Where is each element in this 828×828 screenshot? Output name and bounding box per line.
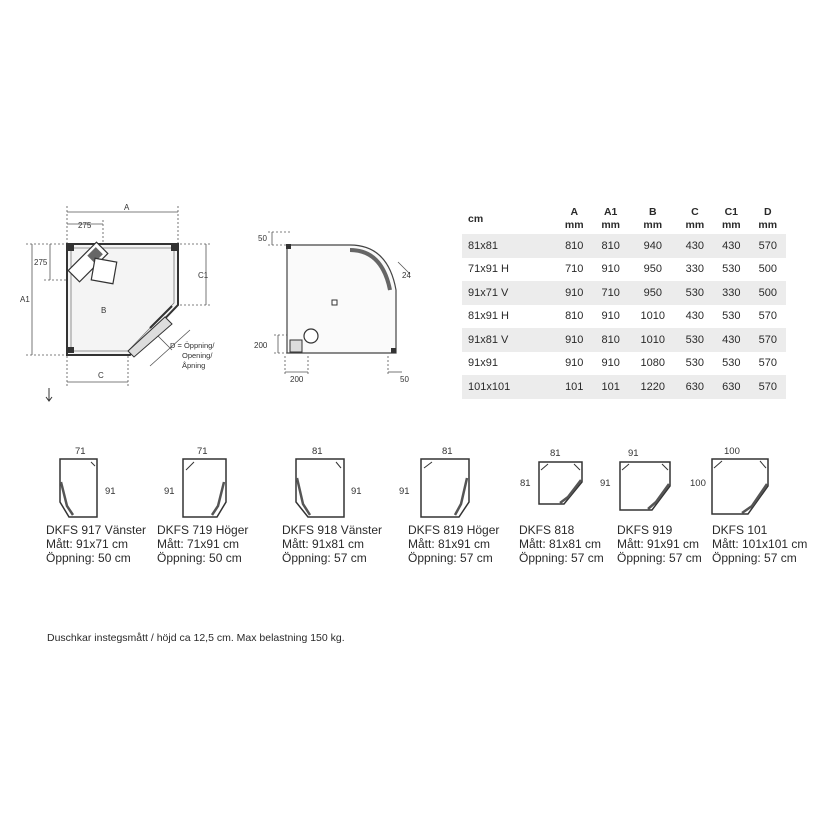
table-header-cell: B mm <box>643 206 663 231</box>
model-caption-719 <box>157 523 248 565</box>
installation-diagram <box>250 0 430 400</box>
model-side-dim: 91 <box>351 486 362 497</box>
table-header-cell: C1 mm <box>721 206 741 231</box>
model-top-dim: 81 <box>550 448 561 459</box>
table-header-cell: C mm <box>685 206 705 231</box>
model-caption-919 <box>617 523 702 565</box>
table-cell: 330 <box>713 281 749 305</box>
table-header-cell: A1 mm <box>601 206 621 231</box>
model-opening: Öppning: 57 cm <box>408 551 493 565</box>
table-cell: 91x91 <box>468 357 498 370</box>
table-cell: 500 <box>758 263 777 276</box>
table-cell: 630 <box>713 375 749 399</box>
dim-label-b: B <box>101 306 107 315</box>
model-opening: Öppning: 50 cm <box>157 551 242 565</box>
table-row <box>462 375 786 399</box>
table-cell: 530 <box>685 357 705 370</box>
model-top-dim: 71 <box>197 446 208 457</box>
dim-label-c1: C1 <box>198 271 209 280</box>
table-row <box>462 305 786 329</box>
table-row <box>462 328 786 352</box>
table-cell: 1010 <box>640 310 666 323</box>
dim-label-d-line1: D = Öppning/ <box>170 341 215 350</box>
table-cell: 950 <box>629 281 677 305</box>
model-name: DKFS 719 Höger <box>157 523 249 537</box>
model-thumbnail-819 <box>397 442 487 522</box>
table-cell: 710 <box>592 281 628 305</box>
dim-label-a1: A1 <box>20 295 30 304</box>
table-header-cell: A mm <box>564 206 584 231</box>
model-side-dim: 81 <box>520 478 531 489</box>
table-cell: 570 <box>750 234 786 258</box>
table-cell: 710 <box>565 263 584 276</box>
model-side-dim: 100 <box>690 478 706 489</box>
model-name: DKFS 918 Vänster <box>282 523 383 537</box>
model-size: Mått: 71x91 cm <box>157 537 240 551</box>
model-caption-918 <box>282 523 382 565</box>
model-name: DKFS 819 Höger <box>408 523 500 537</box>
table-cell: 500 <box>750 281 786 305</box>
dim-label-50-top: 50 <box>258 234 267 243</box>
dim-label-275-horizontal: 275 <box>78 221 92 230</box>
model-thumbnail-918 <box>288 442 378 522</box>
table-cell: 81x81 <box>462 234 556 258</box>
table-cell: 910 <box>556 328 592 352</box>
table-cell: 570 <box>750 375 786 399</box>
model-side-dim: 91 <box>600 478 611 489</box>
table-cell: 530 <box>722 263 741 276</box>
dim-label-50-bottom: 50 <box>400 375 409 384</box>
model-top-dim: 81 <box>442 446 453 457</box>
model-top-dim: 71 <box>75 446 86 457</box>
model-thumbnail-101 <box>688 442 778 522</box>
model-size: Mått: 91x91 cm <box>617 537 700 551</box>
table-cell: 530 <box>677 281 713 305</box>
table-header-cell: cm <box>468 212 484 225</box>
table-cell: 810 <box>592 328 628 352</box>
model-name: DKFS 818 <box>519 523 575 537</box>
table-cell: 430 <box>677 234 713 258</box>
dim-label-a: A <box>124 203 130 212</box>
model-size: Mått: 81x91 cm <box>408 537 491 551</box>
dim-label-c: C <box>98 371 104 380</box>
model-opening: Öppning: 57 cm <box>519 551 604 565</box>
footnote: Duschkar instegsmått / höjd ca 12,5 cm. Max belastning 150 kg. <box>47 632 345 644</box>
table-cell: 530 <box>677 328 713 352</box>
table-cell: 910 <box>556 281 592 305</box>
table-cell: 910 <box>601 310 620 323</box>
table-cell: 950 <box>643 263 662 276</box>
table-cell: 530 <box>722 310 741 323</box>
model-thumbnail-919 <box>600 442 680 522</box>
table-cell: 430 <box>685 310 705 323</box>
table-cell: 101 <box>592 375 628 399</box>
table-cell: 910 <box>565 357 584 370</box>
table-cell: 810 <box>556 234 592 258</box>
table-cell: 1080 <box>640 357 666 370</box>
table-cell: 101 <box>556 375 592 399</box>
model-caption-917 <box>46 523 146 565</box>
model-opening: Öppning: 57 cm <box>282 551 367 565</box>
dimension-table <box>462 204 786 399</box>
table-cell: 940 <box>629 234 677 258</box>
dim-label-24: 24 <box>402 271 411 280</box>
model-caption-819 <box>408 523 499 565</box>
table-cell: 530 <box>722 357 741 370</box>
table-cell: 570 <box>758 357 777 370</box>
table-cell: 430 <box>713 328 749 352</box>
table-row <box>462 281 786 305</box>
model-caption-818 <box>519 523 604 565</box>
table-cell: 81x91 H <box>468 310 509 323</box>
model-opening: Öppning: 50 cm <box>46 551 131 565</box>
model-name: DKFS 919 <box>617 523 673 537</box>
table-header-row <box>462 204 786 234</box>
down-arrow-icon <box>44 388 54 402</box>
model-thumbnail-719 <box>160 442 240 522</box>
table-cell: 101x101 <box>462 375 556 399</box>
model-thumbnail-818 <box>518 442 598 522</box>
table-cell: 570 <box>758 310 777 323</box>
table-cell: 1220 <box>629 375 677 399</box>
dim-label-200-vertical: 200 <box>254 341 268 350</box>
model-size: Mått: 81x81 cm <box>519 537 602 551</box>
table-cell: 630 <box>677 375 713 399</box>
table-cell: 810 <box>592 234 628 258</box>
table-cell: 810 <box>565 310 584 323</box>
table-cell: 91x71 V <box>462 281 556 305</box>
table-cell: 1010 <box>629 328 677 352</box>
dim-label-200-horizontal: 200 <box>290 375 304 384</box>
model-opening: Öppning: 57 cm <box>712 551 797 565</box>
model-thumbnail-917 <box>55 442 135 522</box>
model-name: DKFS 917 Vänster <box>46 523 147 537</box>
model-top-dim: 91 <box>628 448 639 459</box>
table-row <box>462 352 786 376</box>
model-caption-101 <box>712 523 807 565</box>
dim-label-d-line3: Åpning <box>182 361 206 370</box>
table-cell: 910 <box>601 357 620 370</box>
table-cell: 91x81 V <box>462 328 556 352</box>
model-size: Mått: 91x81 cm <box>282 537 365 551</box>
table-cell: 430 <box>713 234 749 258</box>
table-cell: 910 <box>601 263 620 276</box>
model-side-dim: 91 <box>164 486 175 497</box>
dimension-diagram-top-view <box>0 0 250 410</box>
model-side-dim: 91 <box>399 486 410 497</box>
model-opening: Öppning: 57 cm <box>617 551 702 565</box>
model-side-dim: 91 <box>105 486 116 497</box>
model-name: DKFS 101 <box>712 523 768 537</box>
dim-label-d-line2: Opening/ <box>182 351 213 360</box>
model-size: Mått: 101x101 cm <box>712 537 808 551</box>
model-top-dim: 100 <box>724 446 740 457</box>
dim-label-275-vertical: 275 <box>34 258 48 267</box>
table-row <box>462 234 786 258</box>
model-top-dim: 81 <box>312 446 323 457</box>
table-cell: 570 <box>750 328 786 352</box>
table-row <box>462 258 786 282</box>
model-size: Mått: 91x71 cm <box>46 537 129 551</box>
table-header-cell: D mm <box>758 206 778 231</box>
table-cell: 71x91 H <box>468 263 509 276</box>
table-cell: 330 <box>685 263 705 276</box>
